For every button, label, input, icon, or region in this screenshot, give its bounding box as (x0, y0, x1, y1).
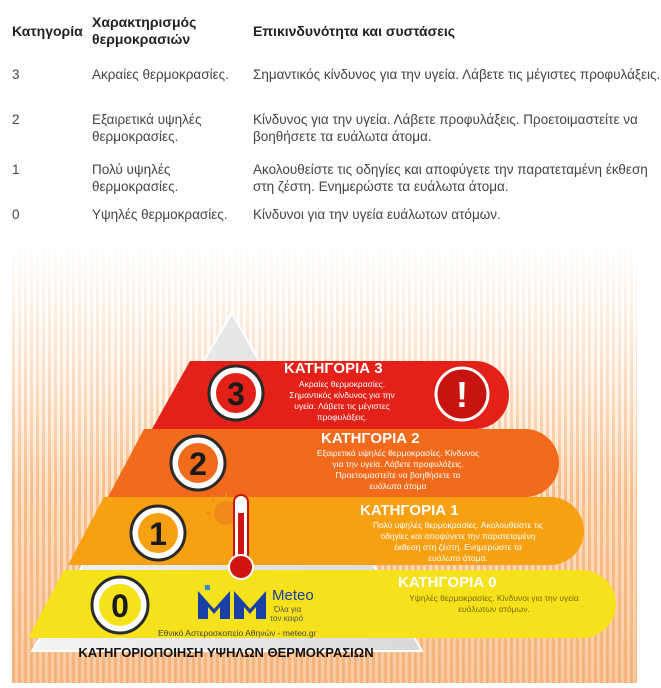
desc-1-line-1: Πολύ υψηλές θερμοκρασίες. Ακολουθείστε τις (372, 520, 544, 530)
cell-category: 0 (12, 207, 20, 222)
table-row (0, 62, 661, 108)
cell-risk: Ακολουθείστε τις οδηγίες και αποφύγετε την παρατεταμένη έκθεση στη ζέστη. Ενημερώστε τα ευάλωτα άτομα. (253, 162, 648, 194)
cell-characterization: Υψηλές θερμοκρασίες. (92, 207, 228, 222)
cell-characterization: Πολύ υψηλές θερμοκρασίες. (92, 162, 179, 194)
table-row (0, 157, 661, 203)
title-category-2: ΚΑΤΗΓΟΡΙΑ 2 (321, 430, 420, 447)
title-category-0: ΚΑΤΗΓΟΡΙΑ 0 (398, 574, 497, 591)
slogan-line-2: τον καιρό (270, 614, 304, 623)
cell-characterization: Ακραίες θερμοκρασίες. (92, 67, 229, 82)
desc-1-line-3: έκθεση στη ζέστη. Ενημερώστε τα (394, 542, 522, 552)
desc-1-line-2: οδηγίες και αποφύγετε την παρατεταμένη (380, 531, 536, 541)
desc-2-line-3: Προετοιμαστείτε να βοηθήσετε τα (335, 470, 461, 480)
warning-symbol: ! (456, 374, 468, 415)
header-risk: Επικινδυνότητα και συστάσεις (253, 22, 456, 39)
title-category-1: ΚΑΤΗΓΟΡΙΑ 1 (360, 502, 459, 519)
cell-risk: Κίνδυνοι για την υγεία ευάλωτων ατόμων. (253, 207, 501, 222)
number-1: 1 (149, 516, 167, 552)
table-row (0, 203, 661, 236)
cell-category: 1 (12, 162, 20, 177)
warning-icon (436, 368, 488, 420)
brand-name: Meteo (272, 587, 314, 604)
header-characterization: Χαρακτηρισμός θερμοκρασιών (92, 14, 197, 47)
desc-3-line-4: προφυλάξεις. (316, 412, 368, 422)
desc-3-line-3: υγεία. Λάβετε τις μέγιστες (294, 401, 390, 411)
header-category: Κατηγορία (12, 22, 83, 39)
cell-risk: Κίνδυνος για την υγεία. Λάβετε προφυλάξεις. Προετοιμαστείτε να βοηθήσετε τα ευάλωτα άτομα. (253, 112, 638, 144)
cell-category: 2 (12, 112, 20, 127)
table-header-row (0, 0, 661, 62)
title-category-3: ΚΑΤΗΓΟΡΙΑ 3 (284, 360, 383, 377)
desc-3-line-2: Σημαντικός κίνδυνος για την (289, 390, 395, 400)
desc-2-line-4: ευάλωτα άτομα (369, 481, 427, 491)
observatory-label: Εθνικό Αστεροσκοπείο Αθηνών - meteo.gr (158, 628, 317, 638)
slogan-line-1: Όλα για (274, 605, 302, 614)
category-table (0, 0, 661, 236)
desc-0-line-2: ευάλωτων ατόμων. (458, 604, 530, 614)
desc-3-line-1: Ακραίες θερμοκρασίες. (298, 379, 386, 389)
desc-2-line-2: για την υγεία. Λάβετε προφυλάξεις. (332, 459, 464, 469)
table-row (0, 108, 661, 157)
desc-1-line-4: ευάλωτα άτομα. (428, 553, 488, 563)
cell-category: 3 (12, 67, 20, 82)
heat-category-infographic (12, 241, 637, 683)
number-2: 2 (189, 446, 207, 482)
number-0: 0 (111, 588, 129, 624)
footer-title: ΚΑΤΗΓΟΡΙΟΠΟΙΗΣΗ ΥΨΗΛΩΝ ΘΕΡΜΟΚΡΑΣΙΩΝ (78, 645, 374, 660)
cell-characterization: Εξαιρετικά υψηλές θερμοκρασίες. (92, 112, 202, 144)
desc-2-line-1: Εξαιρετικά υψηλές θερμοκρασίες. Κίνδυνος (316, 448, 480, 458)
cell-risk: Σημαντικός κίνδυνος για την υγεία. Λάβετε τις μέγιστες προφυλάξεις. (253, 67, 661, 82)
desc-0-line-1: Υψηλές θερμοκρασίες. Κίνδυνοι για την υγεία (409, 593, 579, 603)
number-3: 3 (227, 376, 245, 412)
